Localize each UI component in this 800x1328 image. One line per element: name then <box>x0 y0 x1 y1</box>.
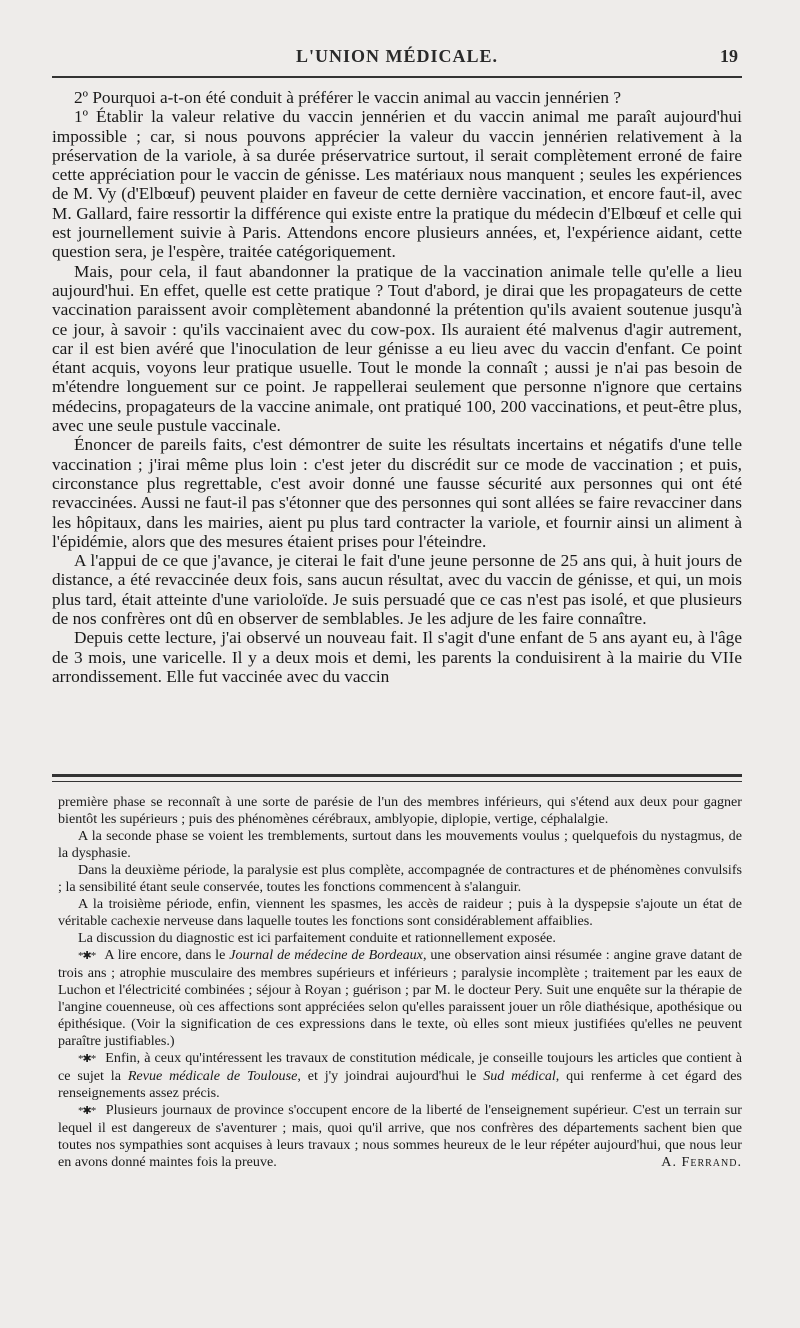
note-text: , qui renferme à cet égard des renseignements assez précis. <box>58 1068 742 1101</box>
author-signature: A. Ferrand. <box>661 1154 742 1170</box>
page-number: 19 <box>720 46 738 66</box>
section-divider-thin <box>52 781 742 782</box>
note-text: Plusieurs journaux de province s'occupent encore de la liberté de l'enseignement supérieur. C'est un terrain sur lequel il est dangereux de s'aventurer ; mais, quoi qu'il arrive, que nos confrères des départements sachent bien que toutes nos sympathies sont acquises à leurs travaux ; nous sommes heureux de le leur répéter aujourd'hui, que nous leur en avons donné maintes fois la preuve. <box>58 1102 743 1170</box>
body-paragraph: Mais, pour cela, il faut abandonner la pratique de la vaccination animale telle qu'elle a lieu aujourd'hui. En effet, quelle est cette pratique ? Tout d'abord, je dirai que les propagateurs de cette vaccination paraissent avoir complètement abandonné la prétention qu'ils avaient soutenue jusqu'à ce jour, à savoir : qu'ils vaccinaient avec du cow-pox. Ils auraient été malvenus d'agir autrement, car il est bien avéré que l'inoculation de leur génisse a eu lieu avec du vaccin d'enfant. Ce point étant acquis, voyons leur pratique usuelle. Tout le monde la connaît ; aussi je n'ai pas besoin de m'étendre longuement sur ce point. Je rappellerai seulement que personne n'ignore que certains médecins, propagateurs de la vaccine animale, ont pratiqué 100, 200 vaccinations, et peut-être plus, avec une seule pustule vaccinale. <box>52 261 742 436</box>
main-text <box>52 88 742 686</box>
note-paragraph: A la seconde phase se voient les tremblements, surtout dans les mouvements voulus ; quelquefois du nystagmus, de la dysphasie. <box>58 828 742 861</box>
body-paragraph: Depuis cette lecture, j'ai observé un nouveau fait. Il s'agit d'une enfant de 5 ans ayant eu, à l'âge de 3 mois, une varicelle. Il y a deux mois et demi, les parents la conduisirent à la mairie du VIIe arrondissement. Elle fut vaccinée avec du vaccin <box>52 628 742 686</box>
body-paragraph: 1º Établir la valeur relative du vaccin jennérien et du vaccin animal me paraît aujourd'hui impossible ; car, si nous pouvons apprécier la valeur du vaccin jennérien relativement à la préservation de la variole, à sa durée préservatrice surtout, il serait complètement erroné de faire cette appréciation pour le vaccin de génisse. Les matériaux nous manquent ; seules les expériences de M. Vy (d'Elbœuf) peuvent plaider en faveur de cette dernière vaccination, et encore faut-il, avec M. Gallard, faire ressortir la différence qui existe entre la pratique du médecin d'Elbœuf et celle qui est journellement suivie à Paris. Attendons encore plusieurs années, et, l'expérience aidant, cette question sera, je l'espère, traitée catégoriquement. <box>52 107 742 262</box>
asterism-icon: *✱* <box>78 1053 96 1065</box>
journal-title: Sud médical <box>483 1068 556 1084</box>
note-paragraph <box>58 947 742 1050</box>
body-paragraph: Énoncer de pareils faits, c'est démontrer de suite les résultats incertains et négatifs d'une telle vaccination ; j'irai même plus loin : c'est jeter du discrédit sur ce mode de vaccination ; et puis, circonstance plus regrettable, c'est avoir donné une fausse sécurité aux personnes qui ont été revaccinées. Aussi ne faut-il pas s'étonner que des personnes qui sont allées se faire revacciner dans les hôpitaux, dans les mairies, aient pu plus tard contracter la variole, et fournir ainsi un aliment à l'épidémie, alors que des mesures étaient prises pour l'éteindre. <box>52 435 742 551</box>
note-paragraph: première phase se reconnaît à une sorte de parésie de l'un des membres inférieurs, qui s'étend aux deux pour gagner bientôt les supérieurs ; puis des phénomènes cérébraux, amblyopie, diplopie, vertige, céphalalgie. <box>58 794 742 827</box>
note-text: , et j'y joindrai aujourd'hui le <box>297 1068 477 1084</box>
note-paragraph: A la troisième période, enfin, viennent les spasmes, les accès de raideur ; puis à la dyspepsie s'ajoute un état de véritable cachexie nerveuse dans laquelle toutes les fonctions sont considérablement affaiblies. <box>58 896 742 929</box>
note-paragraph: La discussion du diagnostic est ici parfaitement conduite et rationnellement exposée. <box>78 930 556 946</box>
page-header <box>52 40 742 70</box>
note-text: Enfin, à ceux qu'intéressent les travaux de constitution médicale, je conseille toujours les articles que contient à ce sujet la <box>58 1050 742 1084</box>
header-rule <box>52 76 742 78</box>
note-paragraph <box>58 1102 742 1171</box>
journal-title: Journal de médecine de Bordeaux <box>229 947 423 963</box>
note-paragraph: Dans la deuxième période, la paralysie est plus complète, accompagnée de contractures et de phénomènes convulsifs ; la sensibilité étant seule conservée, toutes les fonctions commencent à s'alanguir. <box>58 862 742 895</box>
note-paragraph <box>58 1050 742 1102</box>
feuilleton-notes <box>58 794 742 1171</box>
note-text: A lire encore, dans le <box>104 947 226 963</box>
section-divider <box>52 774 742 777</box>
asterism-icon: *✱* <box>78 950 96 962</box>
running-title: L'UNION MÉDICALE. <box>295 46 499 66</box>
asterism-icon: *✱* <box>78 1105 96 1117</box>
body-paragraph: A l'appui de ce que j'avance, je citerai le fait d'une jeune personne de 25 ans qui, à huit jours de distance, a été revaccinée deux fois, sans aucun résultat, avec du vaccin de génisse, et qui, un mois plus tard, était atteinte d'une varioloïde. Je suis persuadé que ce cas n'est pas isolé, et que plusieurs de nos confrères ont dû en observer de semblables. Je les adjure de les faire connaître. <box>52 551 742 629</box>
question-paragraph: 2º Pourquoi a-t-on été conduit à préférer le vaccin animal au vaccin jennérien ? <box>74 88 622 107</box>
journal-title: Revue médicale de Toulouse <box>127 1068 298 1084</box>
note-text: , une observation ainsi résumée : angine grave datant de trois ans ; atrophie musculaire des membres supérieurs et inférieurs ; paralysie incomplète ; traitement par les eaux de Luchon et l'électricité combinées ; séjour à Royan ; guérison ; par M. le docteur Pery. Suit une enquête sur la thérapie de l'angine couenneuse, où ces affections sont appréciées selon qu'elles paraissent jouer un rôle diathésique, apothésique ou épithésique. (Voir la signification de ces expressions dans le texte, où elles sont mieux justifiées qu'elles ne peuvent paraître justifiables.) <box>58 947 743 1049</box>
